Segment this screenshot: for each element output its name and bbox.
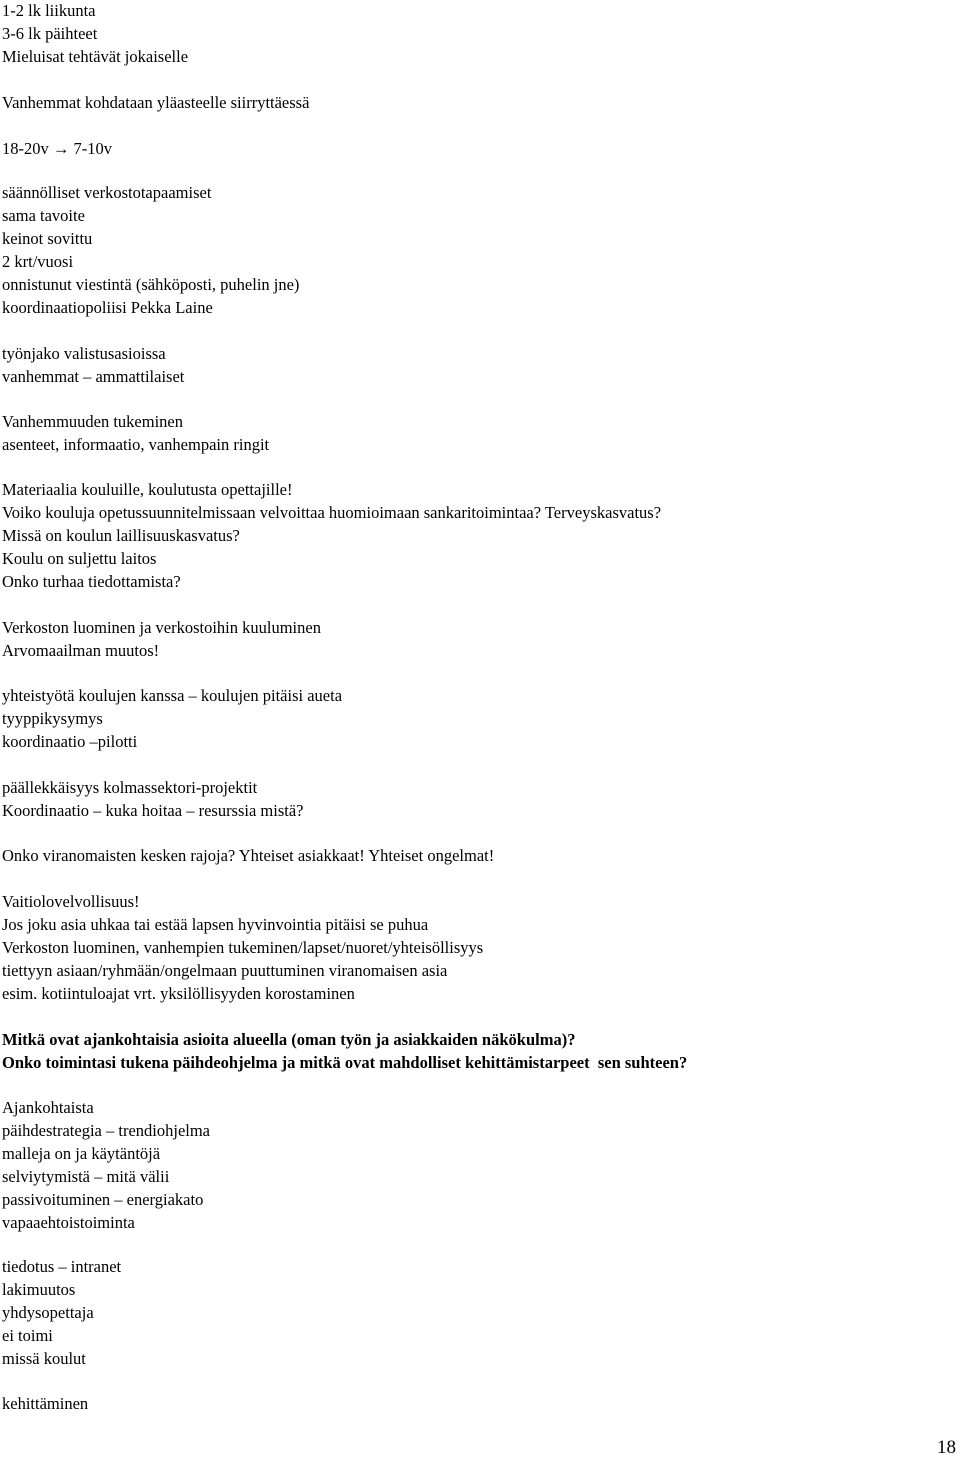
text-line: selviytymistä – mitä välii <box>2 1167 170 1186</box>
question-line: Mitkä ovat ajankohtaisia asioita alueella (oman työn ja asiakkaiden näkökulma)? <box>2 1030 576 1049</box>
text-line: Jos joku asia uhkaa tai estää lapsen hyvinvointia pitäisi se puhua <box>2 915 429 934</box>
text-line: 2 krt/vuosi <box>2 252 74 271</box>
text-line: kehittäminen <box>2 1394 89 1413</box>
text-line: Koulu on suljettu laitos <box>2 549 157 568</box>
text-line: ei toimi <box>2 1326 53 1345</box>
text-line: missä koulut <box>2 1349 86 1368</box>
text-line: Mieluisat tehtävät jokaiselle <box>2 47 189 66</box>
text-line: onnistunut viestintä (sähköposti, puhelin jne) <box>2 275 300 294</box>
text-line: Koordinaatio – kuka hoitaa – resurssia mistä? <box>2 801 304 820</box>
page-number: 18 <box>937 1437 956 1458</box>
text-line: vapaaehtoistoiminta <box>2 1213 135 1232</box>
text-line: Arvomaailman muutos! <box>2 641 160 660</box>
text-line: tiedotus – intranet <box>2 1257 122 1276</box>
text-line: esim. kotiintuloajat vrt. yksilöllisyyden korostaminen <box>2 984 355 1003</box>
text-line: 18-20v → 7-10v <box>2 139 112 158</box>
text-line: keinot sovittu <box>2 229 93 248</box>
text-line: 1-2 lk liikunta <box>2 1 96 20</box>
text-line: vanhemmat – ammattilaiset <box>2 367 185 386</box>
text-line: Vanhemmuuden tukeminen <box>2 412 184 431</box>
text-line: tyyppikysymys <box>2 709 103 728</box>
text-line: Voiko kouluja opetussuunnitelmissaan velvoittaa huomioimaan sankaritoimintaa? Terveyskasvatus? <box>2 503 662 522</box>
text-line: passivoituminen – energiakato <box>2 1190 204 1209</box>
text-line: asenteet, informaatio, vanhempain ringit <box>2 435 270 454</box>
text-line: lakimuutos <box>2 1280 76 1299</box>
text-line: Ajankohtaista <box>2 1098 94 1117</box>
text-line: Vanhemmat kohdataan yläasteelle siirryttäessä <box>2 93 310 112</box>
text-line: Vaitiolovelvollisuus! <box>2 892 140 911</box>
text-line: koordinaatiopoliisi Pekka Laine <box>2 298 213 317</box>
text-line: yhdysopettaja <box>2 1303 94 1322</box>
text-line: Verkoston luominen ja verkostoihin kuuluminen <box>2 618 321 637</box>
text-line: tiettyyn asiaan/ryhmään/ongelmaan puuttuminen viranomaisen asia <box>2 961 448 980</box>
text-line: Verkoston luominen, vanhempien tukeminen/lapset/nuoret/yhteisöllisyys <box>2 938 484 957</box>
text-line: Missä on koulun laillisuuskasvatus? <box>2 526 240 545</box>
text-line: Onko viranomaisten kesken rajoja? Yhteiset asiakkaat! Yhteiset ongelmat! <box>2 846 495 865</box>
text-line: sama tavoite <box>2 206 85 225</box>
text-line: koordinaatio –pilotti <box>2 732 138 751</box>
text-line: Materiaalia kouluille, koulutusta opettajille! <box>2 480 293 499</box>
question-line: Onko toimintasi tukena päihdeohjelma ja mitkä ovat mahdolliset kehittämistarpeet sen suhteen? <box>2 1053 688 1072</box>
text-line: yhteistyötä koulujen kanssa – koulujen pitäisi aueta <box>2 686 343 705</box>
text-line: Onko turhaa tiedottamista? <box>2 572 181 591</box>
text-line: työnjako valistusasioissa <box>2 344 166 363</box>
text-line: malleja on ja käytäntöjä <box>2 1144 161 1163</box>
text-line: päihdestrategia – trendiohjelma <box>2 1121 211 1140</box>
text-line: päällekkäisyys kolmassektori-projektit <box>2 778 258 797</box>
text-line: säännölliset verkostotapaamiset <box>2 183 212 202</box>
text-line: 3-6 lk päihteet <box>2 24 98 43</box>
